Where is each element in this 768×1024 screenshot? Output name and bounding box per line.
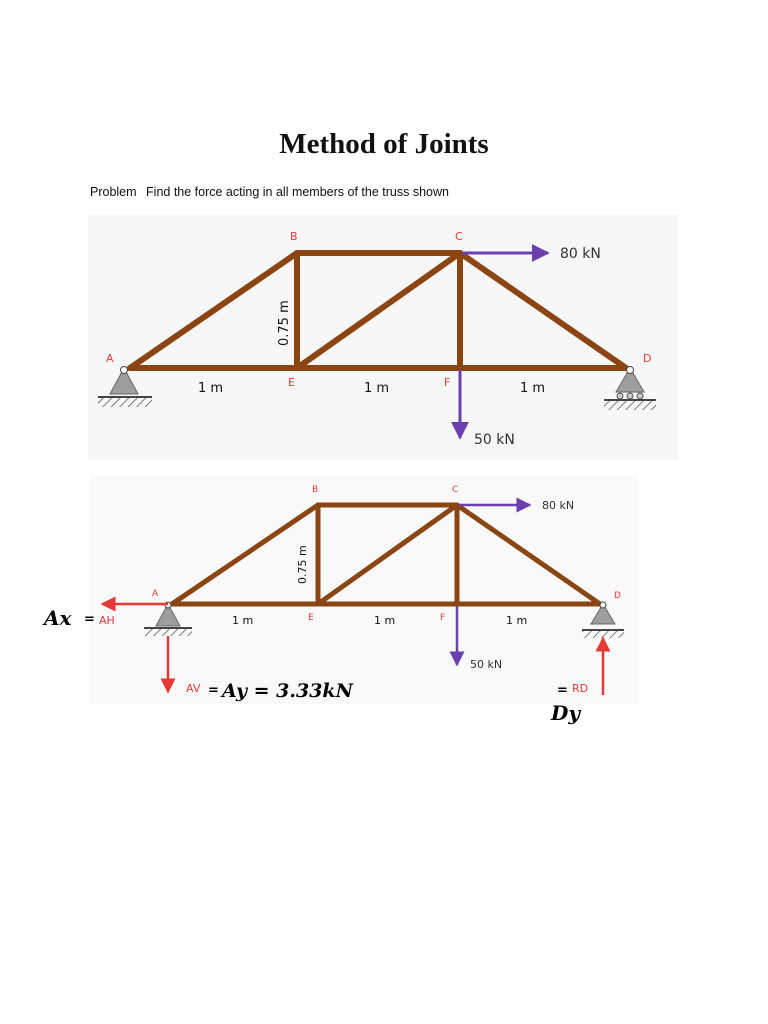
problem-text: Find the force acting in all members of the truss shown — [146, 185, 449, 199]
span-label-3: 1 m — [520, 381, 546, 396]
load-label-80kn: 80 kN — [560, 246, 601, 262]
handwritten-eq-av: = — [208, 683, 219, 698]
node-label-b-2: B — [312, 485, 319, 495]
span-label-2-3: 1 m — [506, 614, 528, 627]
span-label-2: 1 m — [364, 381, 390, 396]
node-label-d-2: D — [614, 591, 621, 601]
height-label-2: 0.75 m — [296, 545, 309, 584]
node-label-b: B — [290, 230, 298, 243]
handwritten-ax: Ax — [44, 606, 72, 630]
handwritten-ay: Ay = 3.33kN — [222, 680, 353, 702]
node-label-d: D — [643, 352, 652, 365]
page-title: Method of Joints — [279, 128, 489, 160]
load-label-50kn-2: 50 kN — [470, 658, 503, 671]
node-label-f: F — [444, 376, 451, 389]
node-label-c: C — [455, 230, 463, 243]
truss-figure-2 — [42, 476, 638, 725]
node-label-f-2: F — [440, 613, 446, 623]
truss-figure-1 — [88, 215, 678, 460]
height-label: 0.75 m — [277, 300, 292, 346]
handwritten-eq-dy: = — [557, 683, 568, 698]
span-label-1: 1 m — [198, 381, 224, 396]
reaction-label-av: AV — [186, 682, 201, 695]
node-label-c-2: C — [452, 485, 459, 495]
reaction-label-ah: AH — [99, 614, 115, 627]
node-label-a: A — [106, 352, 114, 365]
span-label-2-1: 1 m — [232, 614, 254, 627]
handwritten-eq-ax: = — [84, 612, 95, 627]
span-label-2-2: 1 m — [374, 614, 396, 627]
handwritten-dy: Dy — [551, 701, 580, 725]
node-label-a-2: A — [152, 589, 159, 599]
node-label-e-2: E — [308, 613, 314, 623]
problem-label: Problem — [90, 185, 137, 199]
load-label-80kn-2: 80 kN — [542, 499, 575, 512]
reaction-label-rd: RD — [572, 682, 589, 695]
load-label-50kn: 50 kN — [474, 432, 515, 448]
node-label-e: E — [288, 376, 295, 389]
